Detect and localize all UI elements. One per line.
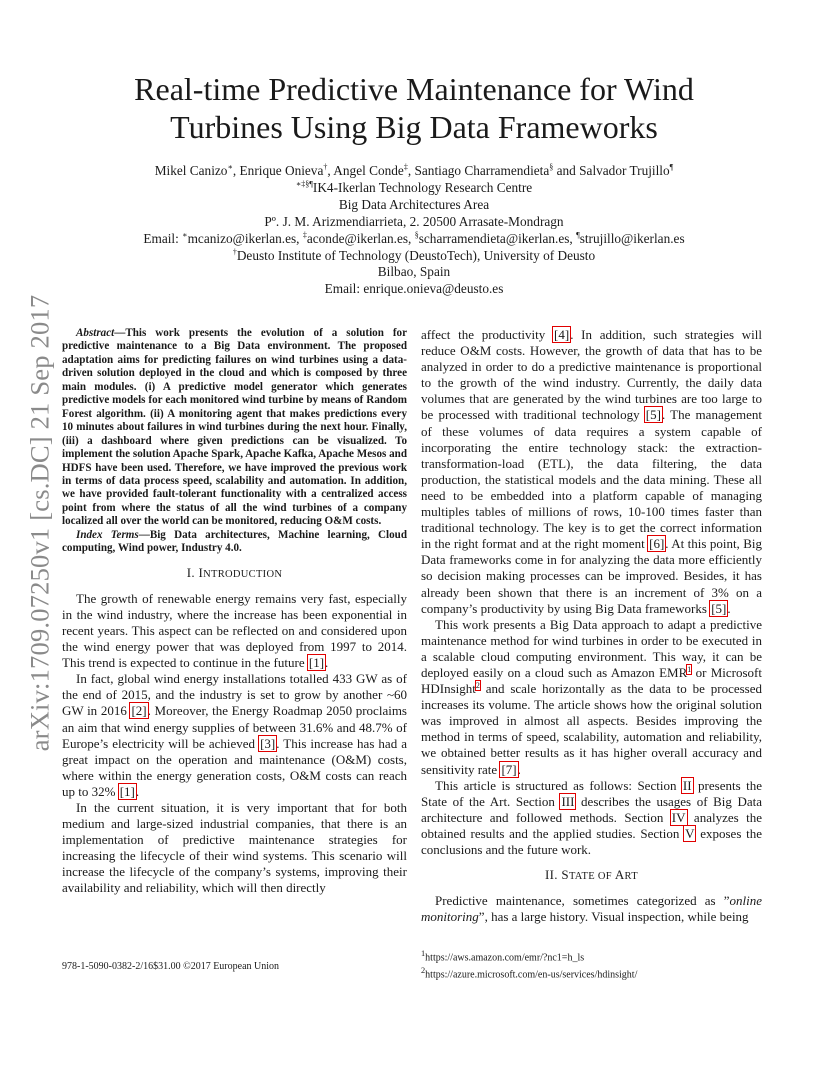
paragraph-text: exposes the conclusions and the future work. bbox=[421, 825, 762, 857]
author-separator: , bbox=[232, 163, 240, 178]
affiliation-text: Deusto Institute of Technology (DeustoTech), University of Deusto bbox=[236, 247, 596, 263]
section-number: I. bbox=[186, 564, 199, 580]
paragraph-text: This work presents a Big Data approach to adapt a predictive maintenance method for wind turbines in order to be executed in a scalable cloud computing environment. This way, it can be deployed easily on a cloud such as Amazon EMR bbox=[421, 616, 762, 680]
section-title-initial: A bbox=[614, 867, 625, 883]
section-title-initial: I bbox=[198, 564, 204, 580]
right-column bbox=[421, 327, 762, 925]
arxiv-sidebar bbox=[20, 285, 60, 760]
affiliation-mark: ∗ bbox=[182, 230, 188, 240]
footnotes bbox=[421, 947, 762, 982]
author-separator: and bbox=[553, 163, 580, 178]
paragraph-text: . This increase has had a great impact on the operation and maintenance (O&M) costs, where within the energy generation costs, O&M costs can reach up to 32% bbox=[62, 735, 407, 799]
paragraph-text: or Microsoft HDInsight bbox=[421, 664, 763, 697]
email-line-1 bbox=[80, 231, 748, 248]
citation-link[interactable]: [1] bbox=[308, 655, 325, 671]
abstract-text: —This work presents the evolution of a solution for predictive maintenance to a Big Data environment. The proposed adaptation aims for predicting failures on wind turbines using a data-driven solution deployed in the cloud and which is composed by three main modules. (i) A predictive model generator which generates predictive models for each monitored wind turbine by means of Random Forest algorithm. (ii) A monitoring agent that makes predictions every 10 minutes about failures in wind turbines during the next hour. Finally, (iii) a dashboard where given predictions can be visualized. To implement the solution Apache Spark, Apache Kafka, Apache Mesos and HDFS have been used. Therefore, we have improved the previous work in terms of data process speed, scalability and automation. In addition, we have provided fault-tolerant functionality with a centralized access point from where the status of all the wind turbines of a company localized all over the world can be monitored, reducing O&M costs. bbox=[62, 327, 407, 528]
paragraph-text: . bbox=[517, 761, 521, 777]
paragraph-text: . Moreover, the Energy Roadmap 2050 proclaims an aim that wind energy supplies of between 31.6% and 48.7% of Europe’s electricity will be achieved bbox=[62, 703, 407, 751]
citation-link[interactable]: [5] bbox=[645, 407, 661, 423]
affiliation-mark: ‡ bbox=[403, 162, 408, 172]
paragraph-text: Predictive maintenance, sometimes categorized as ” bbox=[435, 893, 730, 909]
paragraph-text: This article is structured as follows: Section bbox=[435, 777, 682, 793]
paragraph bbox=[421, 893, 762, 925]
section-link[interactable]: IV bbox=[671, 809, 686, 825]
paragraph bbox=[421, 617, 762, 778]
footnote-number: 1 bbox=[421, 949, 426, 958]
footnote-link[interactable]: 2 bbox=[475, 680, 480, 690]
paragraph-text: In fact, global wind energy installations totalled 433 GW as of the end of 2015, and the industry is set to grow by another ~60 GW in 2016 bbox=[62, 671, 407, 719]
email-line-2: Email: enrique.onieva@deusto.es bbox=[324, 281, 504, 297]
affiliation-1-area: Big Data Architectures Area bbox=[338, 196, 490, 212]
footnote-number: 2 bbox=[421, 966, 426, 976]
paragraph-text: . The management of these volumes of data requires a system capable of incorporating the entire technology stack: the extraction-transformation-load (ETL), the data filtering, the data production, the statistical models and the data mining. These all need to be embedded into a platform capable of managing multiples tables of millions of rows, 10-100 times faster than traditional technology. The key is to get the correct information in the right format and at the right moment bbox=[421, 407, 762, 552]
paragraph-text: analyzes the obtained results and the applied studies. Section bbox=[421, 809, 762, 841]
citation-link[interactable]: [1] bbox=[119, 783, 135, 799]
affiliation-mark: ‡ bbox=[302, 230, 307, 240]
paragraph-text: . bbox=[727, 600, 731, 616]
author-name: Enrique Onieva bbox=[239, 163, 324, 178]
author-name: Angel Conde bbox=[333, 163, 404, 178]
paragraph: In the current situation, it is very important that for both medium and large-sized industrial companies, that there is an implementation of predictive maintenance strategies for increasing the lifecycle of their wind systems. This scenario will increase the lifecycle of the company’s systems, improving their availability and reliability, which will then directly bbox=[62, 800, 407, 896]
paragraph-text: . bbox=[135, 783, 140, 799]
paragraph-text: The growth of renewable energy remains very fast, especially in the wind industry, where the increase has been exponential in recent years. This aspect can be reflected on and considered upon the wind energy power that was deployed from 1997 to 2014. This trend is expected to continue in the future bbox=[62, 590, 407, 671]
author-block bbox=[80, 163, 748, 298]
paragraph-text: describes the usages of Big Data architecture and followed methods. Section bbox=[421, 793, 763, 825]
paragraph-text: . At this point, Big Data frameworks come in for analyzing the data more efficiently so decision making processes can be improved. Besides, it has already been shown that there is an increment of 3% on a company’s productivity by using Big Data frameworks bbox=[421, 536, 763, 616]
citation-link[interactable]: [5] bbox=[711, 600, 727, 616]
paragraph bbox=[421, 778, 762, 858]
citation-link[interactable]: [4] bbox=[554, 327, 570, 342]
paragraph bbox=[62, 671, 407, 800]
affiliation-2-name bbox=[80, 248, 748, 265]
citation-link[interactable]: [3] bbox=[260, 735, 276, 751]
footnote-1 bbox=[421, 947, 762, 964]
affiliation-mark: † bbox=[232, 247, 237, 257]
section-number: II. bbox=[545, 867, 562, 883]
author-name: Mikel Canizo bbox=[154, 163, 228, 178]
affiliation-mark: ∗ bbox=[227, 162, 233, 172]
email-address: aconde@ikerlan.es, bbox=[306, 230, 415, 246]
section-title-initial: S bbox=[561, 867, 569, 883]
author-separator: , bbox=[407, 163, 415, 178]
affiliation-mark: ∗‡§¶ bbox=[295, 179, 313, 189]
footnote-2 bbox=[421, 964, 762, 981]
author-separator: , bbox=[327, 163, 334, 178]
copyright-footer: 978-1-5090-0382-2/16$31.00 ©2017 European Union bbox=[62, 961, 280, 972]
email-label: Email: bbox=[143, 230, 183, 246]
title-line-1: Real-time Predictive Maintenance for Wind bbox=[134, 71, 694, 107]
citation-link[interactable]: [2] bbox=[131, 703, 147, 719]
author-names bbox=[80, 163, 748, 180]
section-title-rest: RT bbox=[624, 871, 638, 883]
section-link[interactable]: II bbox=[682, 777, 692, 793]
section-link[interactable]: V bbox=[685, 825, 695, 841]
section-title-rest: TATE OF bbox=[568, 871, 615, 883]
abstract bbox=[62, 327, 407, 529]
paragraph bbox=[421, 327, 762, 617]
paragraph-text: . bbox=[325, 655, 329, 671]
paragraph-text: ”, has a large history. Visual inspection, while being bbox=[478, 909, 749, 925]
footnote-url[interactable]: https://aws.amazon.com/emr/?nc1=h_ls bbox=[425, 952, 585, 964]
section-heading-introduction bbox=[62, 565, 407, 583]
affiliation-mark: § bbox=[549, 162, 554, 172]
affiliation-1-address: Pº. J. M. Arizmendiarrieta, 2. 20500 Arrasate-Mondragn bbox=[264, 213, 564, 229]
affiliation-mark: ¶ bbox=[576, 230, 580, 240]
citation-link[interactable]: [6] bbox=[649, 536, 665, 552]
left-column bbox=[62, 327, 407, 897]
affiliation-mark: ¶ bbox=[669, 162, 674, 172]
affiliation-1-name bbox=[80, 180, 748, 197]
affiliation-mark: § bbox=[414, 230, 419, 240]
affiliation-mark: † bbox=[323, 162, 328, 172]
index-terms-lead: Index Terms bbox=[76, 528, 139, 541]
paragraph-text: . In addition, such strategies will reduce O&M costs. However, the growth of data that has to be analyzed in order to do a predictive maintenance is proportional to the growth of the wind industry. Currently, the daily data volumes that are generated by the wind turbines are too large to be processed with traditional technology bbox=[421, 327, 762, 423]
section-link[interactable]: III bbox=[561, 793, 575, 809]
footnote-link[interactable]: 1 bbox=[687, 664, 692, 674]
author-name: Santiago Charramendieta bbox=[414, 163, 550, 178]
paragraph-text: presents the State of the Art. Section bbox=[421, 777, 762, 809]
footnote-url[interactable]: https://azure.microsoft.com/en-us/services/hdinsight/ bbox=[425, 969, 638, 981]
affiliation-2-city: Bilbao, Spain bbox=[377, 264, 451, 280]
section-title-rest: NTRODUCTION bbox=[203, 568, 283, 580]
paragraph bbox=[62, 591, 407, 671]
author-name: Salvador Trujillo bbox=[579, 163, 670, 178]
emphasis-text: online monitoring bbox=[421, 893, 762, 925]
abstract-lead: Abstract bbox=[76, 327, 115, 339]
citation-link[interactable]: [7] bbox=[501, 761, 517, 777]
index-terms bbox=[62, 529, 407, 556]
paragraph-text: affect the productivity bbox=[421, 327, 554, 342]
paper-title bbox=[80, 70, 748, 146]
title-line-2: Turbines Using Big Data Frameworks bbox=[170, 109, 658, 145]
arxiv-identifier: arXiv:1709.07250v1 [cs.DC] 21 Sep 2017 bbox=[24, 294, 55, 751]
index-terms-text: —Big Data architectures, Machine learning, Cloud computing, Wind power, Industry 4.0. bbox=[62, 528, 407, 555]
email-address: scharramendieta@ikerlan.es, bbox=[418, 230, 577, 246]
paragraph-text: and scale horizontally as the data to be processed increases its volume. The article shows how the original solution was improved in almost all aspects. Besides improving the method in terms of speed, scalability, automation and reliability, we obtained better results as it has higher overall accuracy and sensitivity rate bbox=[421, 681, 762, 777]
email-address: mcanizo@ikerlan.es, bbox=[187, 230, 303, 246]
section-heading-state-of-art bbox=[421, 867, 762, 885]
email-address: strujillo@ikerlan.es bbox=[579, 230, 685, 246]
affiliation-text: IK4-Ikerlan Technology Research Centre bbox=[312, 179, 533, 195]
